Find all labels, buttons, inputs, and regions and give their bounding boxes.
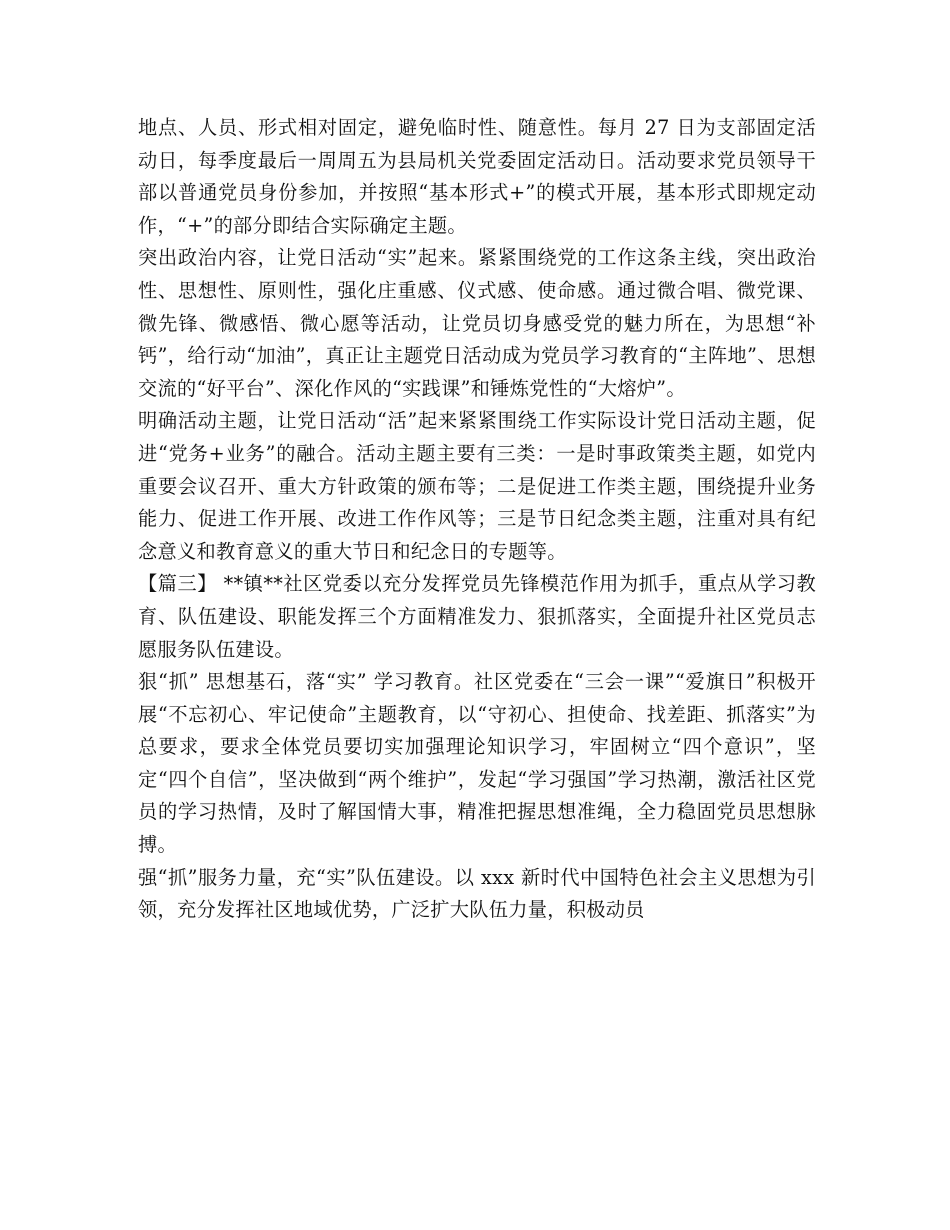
paragraph-5: 狠“抓” 思想基石，落“实” 学习教育。社区党委在“三会一课”“爱旗日”积极开展“不忘初心、牢记使命”主题教育，以“守初心、担使命、找差距、抓落实”为总要求，要求全体党员要切实加强理论知识学习，牢固树立“四个意识”，坚定“四个自信”，坚决做到“两个维护”，发起“学习强国”学习热潮，激活社区党员的学习热情，及时了解国情大事，精准把握思想准绳，全力稳固党员思想脉搏。 <box>138 670 816 857</box>
paragraph-1: 地点、人员、形式相对固定，避免临时性、随意性。每月 27 日为支部固定活动日，每季度最后一周周五为县局机关党委固定活动日。活动要求党员领导干部以普通党员身份参加，并按照“基本形式+”的模式开展，基本形式即规定动作，“+”的部分即结合实际确定主题。 <box>138 116 816 237</box>
paragraph-4-section-three: 【篇三】 **镇**社区党委以充分发挥党员先锋模范作用为抓手，重点从学习教育、队伍建设、职能发挥三个方面精准发力、狠抓落实，全面提升社区党员志愿服务队伍建设。 <box>138 572 816 661</box>
paragraph-6: 强“抓”服务力量，充“实”队伍建设。以 xxx 新时代中国特色社会主义思想为引领，充分发挥社区地域优势，广泛扩大队伍力量，积极动员 <box>138 865 816 922</box>
document-body <box>138 112 816 927</box>
paragraph-3: 明确活动主题，让党日活动“活”起来紧紧围绕工作实际设计党日活动主题，促进“党务+业务”的融合。活动主题主要有三类：一是时事政策类主题，如党内重要会议召开、重大方针政策的颁布等；二是促进工作类主题，围绕提升业务能力、促进工作开展、改进工作作风等；三是节日纪念类主题，注重对具有纪念意义和教育意义的重大节日和纪念日的专题等。 <box>138 409 816 563</box>
paragraph-2: 突出政治内容，让党日活动“实”起来。紧紧围绕党的工作这条主线，突出政治性、思想性、原则性，强化庄重感、仪式感、使命感。通过微合唱、微党课、微先锋、微感悟、微心愿等活动，让党员切身感受党的魅力所在，为思想“补钙”，给行动“加油”，真正让主题党日活动成为党员学习教育的“主阵地”、思想交流的“好平台”、深化作风的“实践课”和锤炼党性的“大熔炉”。 <box>138 246 816 400</box>
